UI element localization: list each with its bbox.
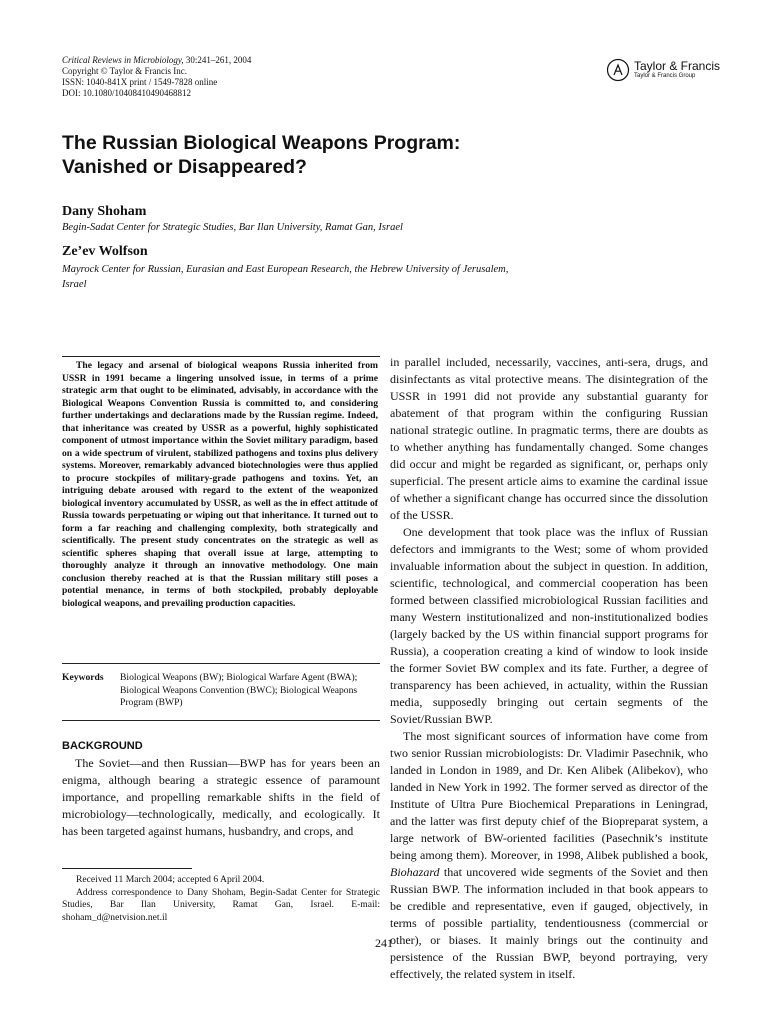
publisher-group: Taylor & Francis Group	[634, 73, 696, 79]
author-affiliation: Mayrock Center for Russian, Eurasian and East European Research, the Hebrew University of Jerusalem, Israel	[62, 264, 509, 290]
author-name: Dany Shoham	[62, 204, 147, 219]
keywords-label: Keywords	[62, 672, 104, 683]
copyright-line: Copyright © Taylor & Francis Inc.	[62, 66, 188, 76]
keywords-rule	[62, 720, 380, 721]
publisher-logo	[606, 58, 720, 82]
body-paragraph: One development that took place was the influx of Russian defectors and immigrants to the West; some of whom provided invaluable information about the subject in question. In addition, scientific, technological, and commercial cooperation has been formed between classified microbiological Russian facilities and many Western institutionalized and non-institutionalized bodies (largely backed by the US within financial support programs for Russia), a cooperation creating a kind of window to look inside the former Soviet BW complex and its fate. Further, a degree of transparency has been achieved, in actuality, within the Russian media, supposedly bringing out certain segments of the Soviet/Russian BWP.	[390, 525, 708, 726]
abstract-bottom-rule	[62, 663, 380, 664]
issn-line: ISSN: 1040-841X print / 1549-7828 online	[62, 77, 218, 87]
doi-line: DOI: 10.1080/10408410490468812	[62, 88, 191, 98]
body-paragraph: The most significant sources of information have come from two senior Russian microbiologists: Dr. Vladimir Pasechnik, who landed in London in 1989, and Dr. Ken Alibek (Alibekov), who landed in New York in 1992. The former served as director of the Institute of Ultra Pure Biochemical Preparations in Leningrad, and the latter was first deputy chief of the Biopreparat system, a large network of BW-oriented facilities (Pasechnik’s institute being among them). Moreover, in 1998, Alibek published a book, Biohazard that uncovered wide segments of the Soviet and then Russian BWP. The information included in that book appears to be credible and representative, even if gauged, objectively, in terms of possible partiality, tendentiousness (commercial or other), or biases. It mainly brings out the continuity and persistence of the Russian BWP, beyond portraying, very effectively, the related system in itself.	[390, 729, 708, 981]
correspondence-note: Address correspondence to Dany Shoham, Begin-Sadat Center for Strategic Studies, Bar Ilan University, Ramat Gan, Israel. E-mail: shoham_d@netvision.net.il	[62, 886, 380, 923]
publisher-logo-icon	[606, 58, 630, 82]
background-paragraph: The Soviet—and then Russian—BWP has for years been an enigma, although bearing a strategic essence of paramount importance, and propelling remarkable shifts in the field of microbiology—technologically, medically, and ecologically. It has been targeted against humans, husbandry, and crops, and	[62, 756, 380, 838]
book-title: Biohazard	[390, 865, 440, 879]
section-heading: BACKGROUND	[62, 740, 143, 752]
footnote-rule	[62, 868, 192, 869]
paper-title: The Russian Biological Weapons Program: Vanished or Disappeared?	[62, 132, 461, 178]
abstract-top-rule	[62, 356, 380, 357]
author-name: Ze’ev Wolfson	[62, 244, 148, 259]
right-column	[390, 354, 708, 983]
footnote	[62, 874, 380, 924]
journal-citation: Critical Reviews in Microbiology, 30:241–261, 2004	[62, 55, 252, 65]
journal-header	[62, 55, 251, 99]
journal-name: Critical Reviews in Microbiology,	[62, 55, 184, 65]
body-paragraph: in parallel included, necessarily, vaccines, anti-sera, drugs, and disinfectants as vital protective means. The disintegration of the USSR in 1991 did not provide any substantial guaranty for abatement of that program within the configuring Russian national strategic outline. In pragmatic terms, there are doubts as to whether anything has fundamentally changed. Some changes did occur and might be regarded as significant, or, perhaps only superficial. The present article aims to examine the cardinal issue of whether a significant change has occurred since the dissolution of the USSR.	[390, 355, 708, 522]
received-note: Received 11 March 2004; accepted 6 April 2004.	[76, 874, 265, 885]
publisher-name: Taylor & Francis	[634, 59, 721, 73]
author-affiliation: Begin-Sadat Center for Strategic Studies, Bar Ilan University, Ramat Gan, Israel	[62, 222, 403, 233]
keywords	[62, 672, 380, 710]
page-number: 241	[375, 936, 393, 950]
abstract: The legacy and arsenal of biological weapons Russia inherited from USSR in 1991 became a lingering unsolved issue, in terms of a prime strategic arm that ought to be eliminated, advisably, in accordance with the Biological Weapons Convention Russia is committed to, and considering further undertakings and declarations made by the Russian regime. Indeed, that inheritance was created by USSR as a powerful, highly sophisticated component of utmost importance within the Soviet military paradigm, based on a wide spectrum of virulent, stabilized pathogens and toxins plus delivery systems. Moreover, remarkably advanced biotechnologies were thus applied to procure stockpiles of military-grade pathogens and toxins. Yet, an intriguing debate aroused with regard to the extent of the weaponized biological inventory accumulated by USSR, as well as the in effect attitude of Russia towards perpetuating or wiping out that inheritance. It turned out to form a far reaching and challenging complexity, both strategically and scientifically. The present study concentrates on the strategic as well as scientific spheres shaping that overall issue at large, attempting to thoroughly analyze it through an innovative methodology. One main conclusion thereby reached at is that the Russian military still poses a potential menance, in terms of both stockpiled, probably deployable biological weapons, and prevailing production capacities.	[62, 360, 378, 609]
keywords-text: Biological Weapons (BW); Biological Warfare Agent (BWA); Biological Weapons Convention (BWC); Biological Weapons Program (BWP)	[120, 672, 358, 708]
